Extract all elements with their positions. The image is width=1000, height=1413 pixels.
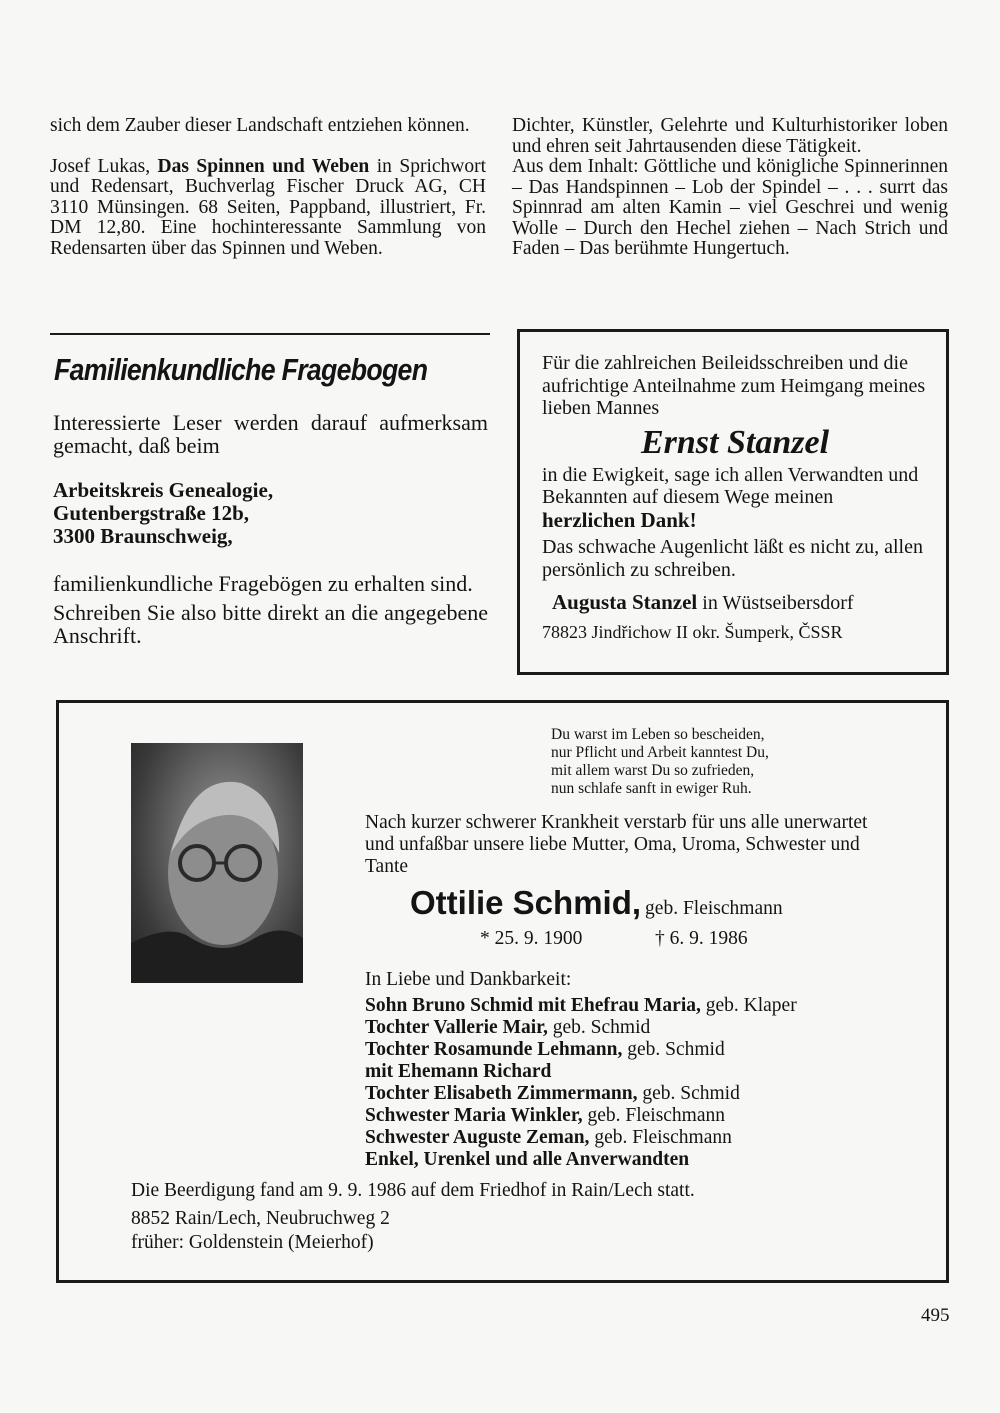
thanks-announcement — [517, 329, 949, 675]
right-column-top — [512, 116, 948, 260]
mourner-maiden: geb. Schmid — [552, 1017, 651, 1038]
portrait-photo — [131, 743, 303, 983]
thanks-body — [542, 464, 928, 533]
obituary-intro: Nach kurzer schwerer Krankheit verstarb für uns alle unerwartet und unfaßbar unsere liebe Mutter, Oma, Uroma, Schwester und Tante — [365, 812, 868, 877]
family-address: 8852 Rain/Lech, Neubruchweg 2 — [131, 1208, 390, 1229]
deceased-name: Ernst Stanzel — [640, 423, 830, 461]
address-line: 3300 Braunschweig, — [53, 524, 233, 548]
page-number: 495 — [921, 1305, 950, 1326]
mourner-maiden: geb. Fleischmann — [594, 1127, 732, 1148]
mourners-list — [365, 995, 797, 1171]
mourner — [365, 1039, 797, 1061]
notice-closing: Schreiben Sie also bitte direkt an die angegebene Anschrift. — [53, 600, 488, 648]
section-divider — [50, 333, 490, 335]
signer-place: in Wüstseibersdorf — [702, 592, 854, 614]
mourner-name: Tochter Vallerie Mair, — [365, 1017, 548, 1038]
poem-line: Du warst im Leben so bescheiden, — [551, 726, 765, 743]
mourner-maiden: geb. Fleischmann — [587, 1105, 726, 1126]
poem — [551, 726, 769, 798]
mourner-name: Enkel, Urenkel und alle Anverwandten — [365, 1149, 690, 1170]
book-details: in Sprichwort und Redensart, Buchverlag Fischer Druck AG, CH 3110 Münsingen. 68 Seiten, Pappband, illustriert, Fr. DM 12,80. Eine hochinteressante Sammlung von Redensarten über das Spinnen und Weben. — [50, 155, 487, 259]
mourner-name: mit Ehemann Richard — [365, 1061, 552, 1082]
paragraph-landschaft: sich dem Zauber dieser Landschaft entziehen können. — [50, 115, 470, 136]
dankbarkeit: In Liebe und Dankbarkeit: — [365, 969, 572, 990]
funeral-info: Die Beerdigung fand am 9. 9. 1986 auf dem Friedhof in Rain/Lech statt. — [131, 1180, 695, 1201]
obituary-name: Ottilie Schmid, — [410, 884, 642, 921]
book-review — [50, 157, 486, 260]
mourner — [365, 1127, 797, 1149]
left-column-top — [50, 116, 486, 259]
thanks-signature — [542, 591, 928, 615]
mourner-maiden: geb. Schmid — [642, 1083, 740, 1104]
obituary-birth-name: geb. Fleischmann — [645, 898, 783, 919]
mourner-maiden: geb. Klaper — [705, 995, 797, 1016]
signer-address: 78823 Jindřichow II okr. Šumperk, ČSSR — [542, 621, 843, 642]
poem-line: nur Pflicht und Arbeit kanntest Du, — [551, 744, 769, 761]
paragraph-dichter: Dichter, Künstler, Gelehrte und Kulturhistoriker loben und ehren seit Jahrtausenden diese Tätigkeit. — [512, 115, 948, 157]
mourner — [365, 1105, 797, 1127]
mourner — [365, 1149, 797, 1171]
signer-name: Augusta Stanzel — [552, 590, 698, 614]
mourner — [365, 1083, 797, 1105]
notice-after: familienkundliche Fragebögen zu erhalten sind. — [53, 571, 473, 596]
notice-intro: Interessierte Leser werden darauf aufmerksam gemacht, daß beim — [53, 410, 488, 458]
mourner-name: Tochter Elisabeth Zimmermann, — [365, 1083, 638, 1104]
poem-line: mit allem warst Du so zufrieden, — [551, 762, 755, 779]
mourner-name: Tochter Rosamunde Lehmann, — [365, 1039, 623, 1060]
thanks-note: Das schwache Augenlicht läßt es nicht zu, allen persönlich zu schreiben. — [542, 536, 923, 581]
paragraph-inhalt: Aus dem Inhalt: Göttliche und königliche Spinnerinnen – Das Handspinnen – Lob der Spindel – . . . surrt das Spinnrad am alten Kamin – viel Geschrei und wenig Wolle – Durch den Hechel ziehen – Nach Strich und Faden – Das berühmte Hungertuch. — [512, 156, 948, 259]
thanks-intro: Für die zahlreichen Beileidsschreiben und die aufrichtige Anteilnahme zum Heimgang meines lieben Mannes — [542, 352, 926, 419]
thanks-emphasis: herzlichen Dank! — [542, 507, 697, 532]
address-line: Arbeitskreis Genealogie, — [53, 478, 274, 502]
notice-address — [53, 479, 488, 548]
mourner-name: Schwester Auguste Zeman, — [365, 1127, 590, 1148]
mourner — [365, 1061, 797, 1083]
obituary-name-line — [410, 884, 783, 922]
poem-line: nun schlafe sanft in ewiger Ruh. — [551, 780, 752, 797]
mourner-name: Sohn Bruno Schmid mit Ehefrau Maria, — [365, 995, 701, 1016]
mourner — [365, 995, 797, 1017]
book-title: Das Spinnen und Weben — [157, 155, 370, 177]
genealogy-notice — [53, 411, 488, 647]
mourner-name: Schwester Maria Winkler, — [365, 1105, 583, 1126]
former-address: früher: Goldenstein (Meierhof) — [131, 1232, 374, 1253]
death-date: † 6. 9. 1986 — [655, 928, 748, 949]
mourner — [365, 1017, 797, 1039]
address-line: Gutenbergstraße 12b, — [53, 501, 249, 525]
mourner-maiden: geb. Schmid — [627, 1039, 725, 1060]
birth-date: * 25. 9. 1900 — [480, 928, 583, 949]
section-title: Familienkundliche Fragebogen — [54, 352, 428, 387]
thanks-body-text: in die Ewigkeit, sage ich allen Verwandten und Bekannten auf diesem Wege meinen — [542, 463, 919, 508]
book-author: Josef Lukas, — [50, 155, 151, 177]
